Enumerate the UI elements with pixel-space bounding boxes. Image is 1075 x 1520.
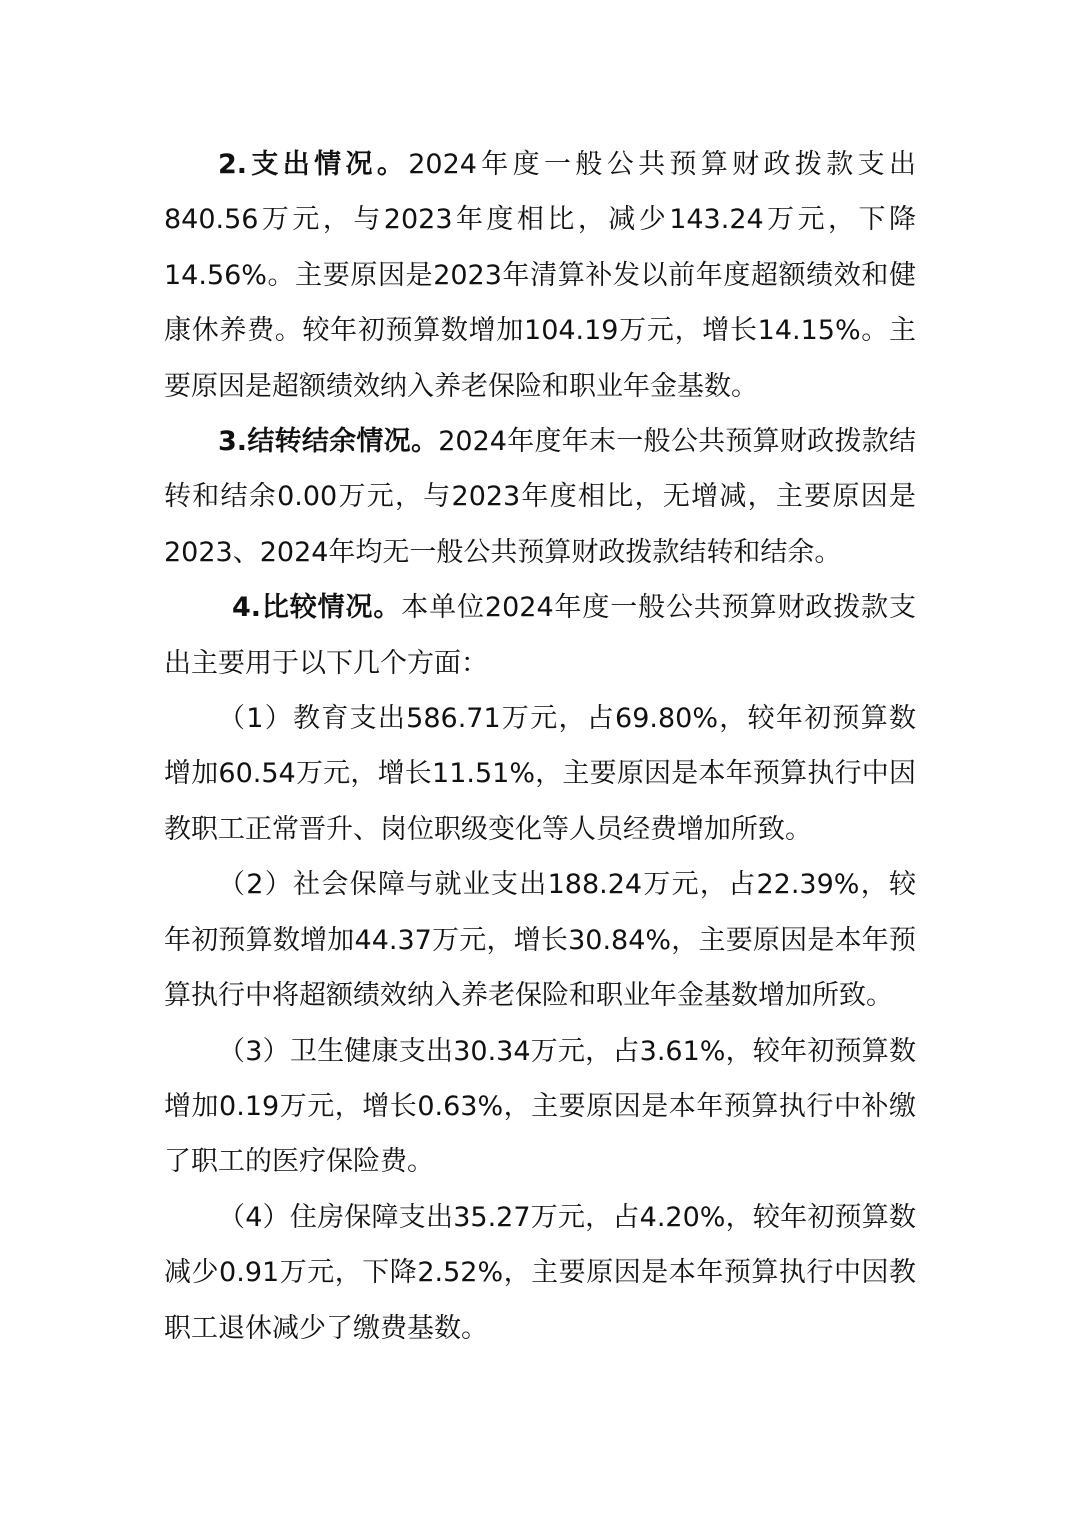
paragraph-education <box>164 691 916 857</box>
paragraph-social-security-text: （2）社会保障与就业支出188.24万元，占22.39%，较年初预算数增加44.37万元，增长30.84%，主要原因是本年预算执行中将超额绩效纳入养老保险和职业年金基数增加所致。 <box>164 869 916 1012</box>
paragraph-housing-text: （4）住房保障支出35.27万元，占4.20%，较年初预算数减少0.91万元，下降2.52%，主要原因是本年预算执行中因教职工退休减少了缴费基数。 <box>164 1201 916 1344</box>
paragraph-carryover-text: 2024年度年末一般公共预算财政拨款结转和结余0.00万元，与2023年度相比，无增减，主要原因是2023、2024年均无一般公共预算财政拨款结转和结余。 <box>164 426 916 568</box>
heading-carryover: 3.结转结余情况。 <box>218 426 439 458</box>
paragraph-education-text: （1）教育支出586.71万元，占69.80%，较年初预算数增加60.54万元，增长11.51%，主要原因是本年预算执行中因教职工正常晋升、岗位职级变化等人员经费增加所致。 <box>164 703 916 845</box>
heading-comparison: 4.比较情况。 <box>232 592 402 624</box>
paragraph-health-text: （3）卫生健康支出30.34万元，占3.61%，较年初预算数增加0.19万元，增长0.63%，主要原因是本年预算执行中补缴了职工的医疗保险费。 <box>164 1035 916 1178</box>
paragraph-comparison-text: 本单位2024年度一般公共预算财政拨款支出主要用于以下几个方面： <box>164 592 916 679</box>
paragraph-carryover <box>164 414 916 580</box>
paragraph-social-security <box>164 857 916 1023</box>
document-page <box>164 137 916 1356</box>
paragraph-health <box>164 1024 916 1190</box>
paragraph-comparison <box>164 580 916 691</box>
paragraph-expenditure-text: 2024年度一般公共预算财政拨款支出840.56万元，与2023年度相比，减少143.24万元，下降14.56%。主要原因是2023年清算补发以前年度超额绩效和健康休养费。较年初预算数增加104.19万元，增长14.15%。主要原因是超额绩效纳入养老保险和职业年金基数。 <box>164 149 916 402</box>
heading-expenditure: 2.支出情况。 <box>218 149 409 180</box>
paragraph-expenditure <box>164 137 916 414</box>
paragraph-housing <box>164 1190 916 1356</box>
